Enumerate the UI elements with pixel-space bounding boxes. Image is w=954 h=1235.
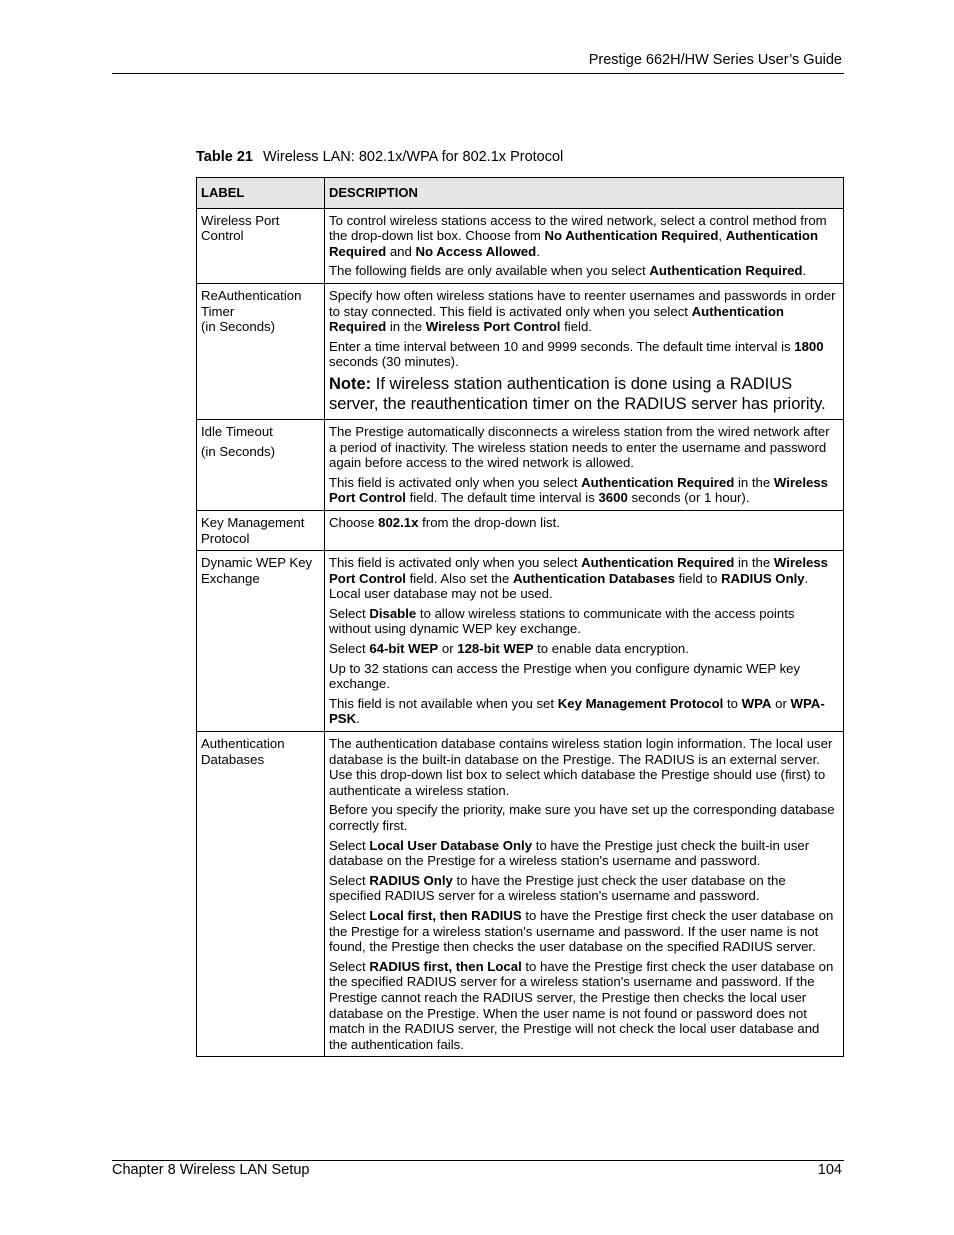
label-column-header: LABEL <box>197 178 325 209</box>
row-label-cell <box>197 419 325 510</box>
row-label: Key Management Protocol <box>201 514 305 546</box>
bold-term: 128-bit WEP <box>457 641 534 657</box>
footer-chapter: Chapter 8 Wireless LAN Setup <box>112 1162 310 1178</box>
description-paragraph: This field is activated only when you select Authentication Required in the Wireless Port Control field. Also set the Authentication Databases field to RADIUS Only. Local user database may not be used. <box>329 555 829 602</box>
bold-term: Note: <box>329 374 372 393</box>
row-description-cell <box>325 732 844 1057</box>
bold-term: WPA <box>741 695 772 711</box>
row-label-cell <box>197 551 325 732</box>
bold-term: No Authentication Required <box>544 228 719 244</box>
description-paragraph: Select 64-bit WEP or 128-bit WEP to enable data encryption. <box>329 641 689 657</box>
bold-term: 64-bit WEP <box>369 641 439 657</box>
description-paragraph: The Prestige automatically disconnects a wireless station from the wired network after a period of inactivity. The wireless station needs to enter the username and password again before access to the wired network is allowed. <box>329 423 830 471</box>
table-caption <box>196 149 563 165</box>
row-label-cell <box>197 510 325 550</box>
table-row <box>197 510 844 550</box>
row-description-cell <box>325 283 844 419</box>
bold-term: 802.1x <box>378 514 419 530</box>
description-paragraph: Select Local User Database Only to have the Prestige just check the built-in user database on the Prestige for a wireless station's username and password. <box>329 837 810 869</box>
bold-term: Wireless Port Control <box>329 555 829 586</box>
header-rule <box>112 73 844 74</box>
running-header: Prestige 662H/HW Series User’s Guide <box>588 52 842 68</box>
row-label: Dynamic WEP Key Exchange <box>201 555 313 586</box>
description-paragraph: To control wireless stations access to the wired network, select a control method from the drop-down list box. Choose from No Authentication Required, Authentication Required and No Access Allowed. <box>329 212 827 259</box>
row-description-cell <box>325 551 844 732</box>
bold-term: Wireless Port Control <box>425 319 561 335</box>
footer-rule <box>112 1160 844 1161</box>
table-row <box>197 208 844 283</box>
bold-term: Disable <box>369 605 417 621</box>
bold-term: RADIUS Only <box>721 570 805 586</box>
bold-term: Authentication Required <box>581 474 735 490</box>
bold-term: Authentication Databases <box>512 570 675 586</box>
description-paragraph: Select RADIUS first, then Local to have the Prestige first check the user database on the specified RADIUS server for a wireless station's username and password. If the Prestige cannot reach the RADIUS server, the Prestige then checks the local user database on the Prestige. When the user name is not found or password does not match in the RADIUS server, the Prestige will not check the local user database and the authentication fails. <box>329 958 834 1052</box>
note-paragraph: Note: If wireless station authentication is done using a RADIUS server, the reauthentication timer on the RADIUS server has priority. <box>329 374 826 414</box>
bold-term: Local first, then RADIUS <box>369 907 522 923</box>
row-label: (in Seconds) <box>201 443 276 459</box>
description-paragraph: Select Disable to allow wireless stations to communicate with the access points without using dynamic WEP key exchange. <box>329 605 795 637</box>
description-paragraph: This field is not available when you set Key Management Protocol to WPA or WPA-PSK. <box>329 695 825 727</box>
bold-term: Authentication Required <box>329 303 784 335</box>
protocol-table <box>196 177 844 1057</box>
bold-term: No Access Allowed <box>415 243 537 259</box>
row-label: Wireless Port Control <box>201 212 280 244</box>
row-label: Idle Timeout <box>201 423 273 439</box>
table-header-row <box>197 178 844 209</box>
row-label-cell <box>197 208 325 283</box>
description-paragraph: Before you specify the priority, make sure you have set up the corresponding database correctly first. <box>329 802 835 833</box>
row-description-cell <box>325 208 844 283</box>
bold-term: Authentication Required <box>329 228 819 259</box>
description-paragraph: This field is activated only when you select Authentication Required in the Wireless Port Control field. The default time interval is 3600 seconds (or 1 hour). <box>329 474 829 506</box>
table-body <box>197 208 844 1057</box>
table-number: Table 21 <box>196 149 253 165</box>
description-paragraph: The following fields are only available when you select Authentication Required. <box>329 263 807 279</box>
description-paragraph: Up to 32 stations can access the Prestige when you configure dynamic WEP key exchange. <box>329 660 801 692</box>
row-label-cell <box>197 283 325 419</box>
description-paragraph: Select Local first, then RADIUS to have the Prestige first check the user database on the Prestige for a wireless station's username and password. If the user name is not found, the Prestige then checks the user database on the specified RADIUS server. <box>329 907 834 955</box>
description-paragraph: The authentication database contains wireless station login information. The local user database is the built-in database on the Prestige. The RADIUS is an external server. Use this drop-down list box to select which database the Prestige should use (first) to authenticate a wireless station. <box>329 736 833 798</box>
row-description-cell <box>325 510 844 550</box>
bold-term: 1800 <box>794 338 824 354</box>
description-paragraph: Specify how often wireless stations have to reenter usernames and passwords in order to stay connected. This field is activated only when you select Authentication Required in the Wireless Port Control field. <box>329 287 836 335</box>
bold-term: RADIUS Only <box>369 872 453 888</box>
bold-term: Wireless Port Control <box>329 474 829 506</box>
table-row <box>197 551 844 732</box>
bold-term: Local User Database Only <box>369 837 533 853</box>
footer-page-number: 104 <box>817 1162 842 1178</box>
table-row <box>197 419 844 510</box>
table-title: Wireless LAN: 802.1x/WPA for 802.1x Protocol <box>262 149 564 165</box>
bold-term: Authentication Required <box>649 263 803 279</box>
bold-term: Key Management Protocol <box>557 695 724 711</box>
description-column-header: DESCRIPTION <box>325 178 844 209</box>
description-paragraph: Enter a time interval between 10 and 9999 seconds. The default time interval is 1800 seconds (30 minutes). <box>329 338 824 370</box>
description-paragraph: Choose 802.1x from the drop-down list. <box>329 514 560 530</box>
bold-term: WPA-PSK <box>329 695 825 727</box>
row-label: ReAuthentication Timer (in Seconds) <box>201 287 302 335</box>
bold-term: Authentication Required <box>581 555 735 571</box>
row-label: Authentication Databases <box>201 736 285 767</box>
row-label-cell <box>197 732 325 1057</box>
description-paragraph: Select RADIUS Only to have the Prestige just check the user database on the specified RADIUS server for a wireless station's username and password. <box>329 872 786 904</box>
bold-term: RADIUS first, then Local <box>369 958 522 974</box>
bold-term: 3600 <box>598 490 628 506</box>
row-description-cell <box>325 419 844 510</box>
table-row <box>197 732 844 1057</box>
table-row <box>197 283 844 419</box>
